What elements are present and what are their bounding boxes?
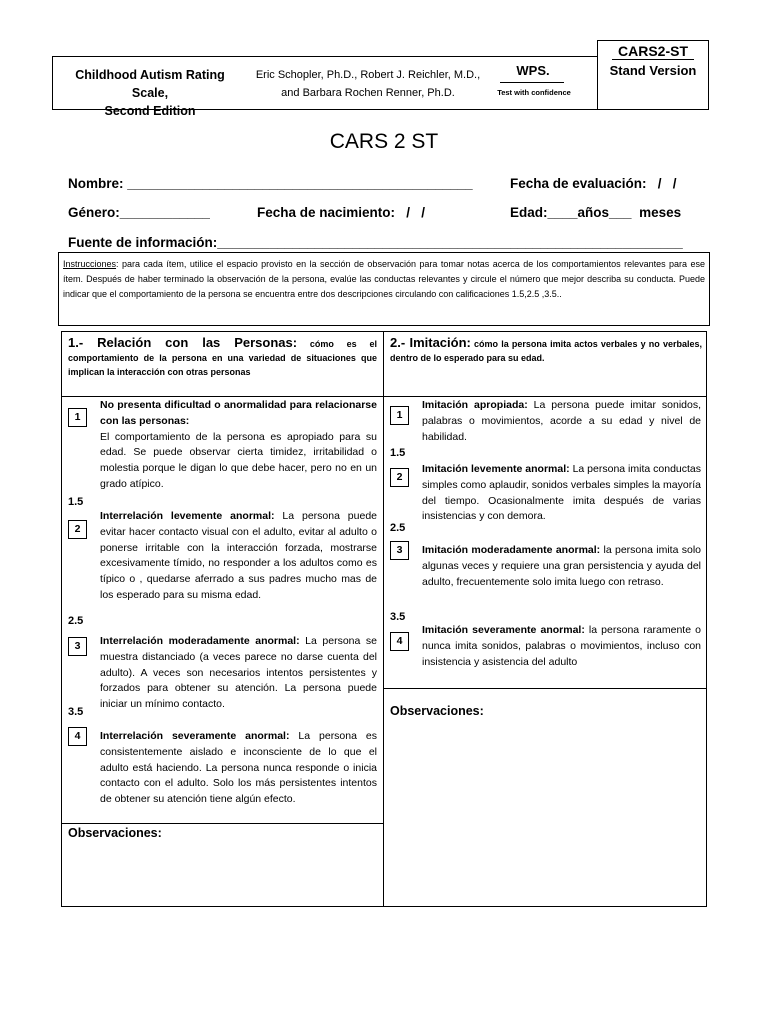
- section1-item-4: [100, 729, 377, 808]
- imitation-score-option-4[interactable]: 4: [390, 632, 409, 651]
- section2-observations-area[interactable]: [384, 722, 706, 906]
- score-option-2[interactable]: 2: [68, 520, 87, 539]
- authors: [248, 66, 488, 102]
- score-option-1-5[interactable]: 1.5: [68, 496, 84, 508]
- section2-item-1-text: La persona puede imitar sonidos, palabras o movimientos, acorde a su edad y nivel de habilidad.: [422, 399, 702, 443]
- score-option-4[interactable]: 4: [68, 727, 87, 746]
- section1-observations-area[interactable]: [62, 844, 382, 906]
- form-version: Stand Version: [609, 63, 697, 78]
- birth-date-field[interactable]: Fecha de nacimiento: / /: [257, 205, 426, 220]
- section1-item-3-text: La persona se muestra distanciado (a veces parece no darse cuenta del adulto). A veces son necesarios intentos persistentes y forzados para obtener su atención. La persona puede iniciar un mínimo contacto.: [100, 635, 378, 711]
- score-option-2-5[interactable]: 2.5: [68, 615, 84, 627]
- score-option-3[interactable]: 3: [68, 637, 87, 656]
- publisher-logo-underline: [500, 82, 564, 83]
- section2-item-1-heading: Imitación apropiada:: [422, 399, 528, 411]
- scale-title: [56, 66, 244, 120]
- section2-item-2: [422, 462, 701, 525]
- section2-item-2-heading: Imitación levemente anormal:: [422, 463, 570, 475]
- info-source-field[interactable]: Fuente de información:______________________________________________________________: [68, 235, 683, 250]
- section1-item-4-text: La persona es consistentemente aislado e inconsciente de lo que el adulto está haciendo. La persona nunca responde o inicia contacto con el adulto. Solo los más persistentes intentos de obtener su atención tiene algún efecto.: [100, 730, 377, 806]
- gender-field[interactable]: Género:____________: [68, 205, 210, 220]
- form-code: CARS2-ST: [617, 43, 688, 59]
- page-title: CARS 2 ST: [329, 130, 439, 153]
- section1-item-2: [100, 509, 377, 604]
- section2-item-3-heading: Imitación moderadamente anormal:: [422, 544, 601, 556]
- imitation-score-option-2[interactable]: 2: [390, 468, 409, 487]
- evaluation-date-field[interactable]: Fecha de evaluación: / /: [510, 176, 677, 191]
- imitation-score-option-1[interactable]: 1: [390, 406, 409, 425]
- section1-header: [68, 336, 377, 379]
- age-field[interactable]: Edad:____años___ meses: [510, 205, 682, 220]
- section2-item-4-text: la persona raramente o nunca imita sonidos, palabras o movimientos, incluso con insistencia y asistencia del adulto: [422, 624, 701, 668]
- section2-item-3-text: la persona imita solo algunas veces y requiere una gran persistencia y ayuda del adulto, frecuentemente solo imita luego con retraso.: [422, 544, 701, 588]
- imitation-score-option-3[interactable]: 3: [390, 541, 409, 560]
- imitation-score-option-1-5[interactable]: 1.5: [390, 447, 406, 459]
- section2-title: 2.- Imitación:: [390, 335, 471, 350]
- instructions-box: [58, 252, 710, 326]
- section2-item-4: [422, 623, 701, 670]
- name-field[interactable]: Nombre: ______________________________________________: [68, 176, 473, 191]
- section2-header: [390, 336, 702, 365]
- section1-observations-label: Observaciones:: [68, 826, 162, 840]
- instructions-label: Instrucciones: [63, 259, 117, 269]
- authors-line2: and Barbara Rochen Renner, Ph.D.: [281, 87, 455, 99]
- section1-item-2-heading: Interrelación levemente anormal:: [100, 510, 275, 522]
- section1-item-3-heading: Interrelación moderadamente anormal:: [100, 635, 300, 647]
- section2-item-4-heading: Imitación severamente anormal:: [422, 624, 585, 636]
- scale-title-line1: Childhood Autism Rating Scale,: [75, 68, 225, 100]
- form-code-divider: [612, 59, 694, 60]
- instructions-text: : para cada ítem, utilice el espacio provisto en la sección de observación para tomar notas acerca de los comportamientos relevantes para ese ítem. Después de haber terminado la observación de la persona, evalúe las conductas relevantes y circule el número que mejor describa su conducta. Puede indicar que el comportamiento de la persona se encuentra entre dos descripciones circulando con calificaciones 1.5,2.5 ,3.5..: [63, 259, 705, 299]
- section1-title: 1.- Relación con las Personas:: [68, 335, 298, 350]
- section1-item-2-text: La persona puede evitar hacer contacto visual con el adulto, evitar al adulto o ponerse irritable con la interacción forzada, mostrarse excesivamente tímido, no responder a los adultos como es típico o , quedarse aferrado a sus padres mucho mas de los esperado para su misma edad.: [100, 510, 378, 601]
- section1-item-3: [100, 634, 377, 713]
- section2-observations-label: Observaciones:: [390, 704, 484, 718]
- section2-item-2-text: La persona imita conductas simples como aplaudir, sonidos verbales simples la mayoría del tiempo. Ocasionalmente imita después de varias insistencias y con demora.: [422, 463, 702, 523]
- imitation-score-option-2-5[interactable]: 2.5: [390, 522, 406, 534]
- section2-observations-divider: [383, 688, 707, 689]
- scale-title-line2: Second Edition: [104, 104, 196, 118]
- section2-description: cómo la persona imita actos verbales y no verbales, dentro de lo esperado para su edad.: [390, 339, 702, 363]
- imitation-score-option-3-5[interactable]: 3.5: [390, 611, 406, 623]
- publisher-tagline: Test with confidence: [497, 88, 571, 97]
- section1-item-1-text: El comportamiento de la persona es apropiado para su edad. Se puede observar cierta timidez, irritabilidad o molestia porque le digan lo que debe hacer, pero no en un grado atípico.: [100, 430, 377, 490]
- section1-observations-divider: [61, 823, 383, 824]
- score-option-1[interactable]: 1: [68, 408, 87, 427]
- section2-header-divider: [383, 396, 707, 397]
- section1-item-1-heading: No presenta dificultad o anormalidad para relacionarse con las personas:: [100, 399, 377, 427]
- section1-header-divider: [61, 396, 383, 397]
- authors-line1: Eric Schopler, Ph.D., Robert J. Reichler, M.D.,: [255, 69, 481, 81]
- section1-description: cómo es el comportamiento de la persona en una variedad de situaciones que implican la interacción con otras personas: [68, 339, 377, 377]
- section2-item-1: [422, 398, 701, 445]
- publisher-logo: WPS.: [516, 63, 550, 78]
- section2-item-3: [422, 543, 701, 590]
- section1-item-1: [100, 398, 377, 493]
- score-option-3-5[interactable]: 3.5: [68, 706, 84, 718]
- section1-item-4-heading: Interrelación severamente anormal:: [100, 730, 290, 742]
